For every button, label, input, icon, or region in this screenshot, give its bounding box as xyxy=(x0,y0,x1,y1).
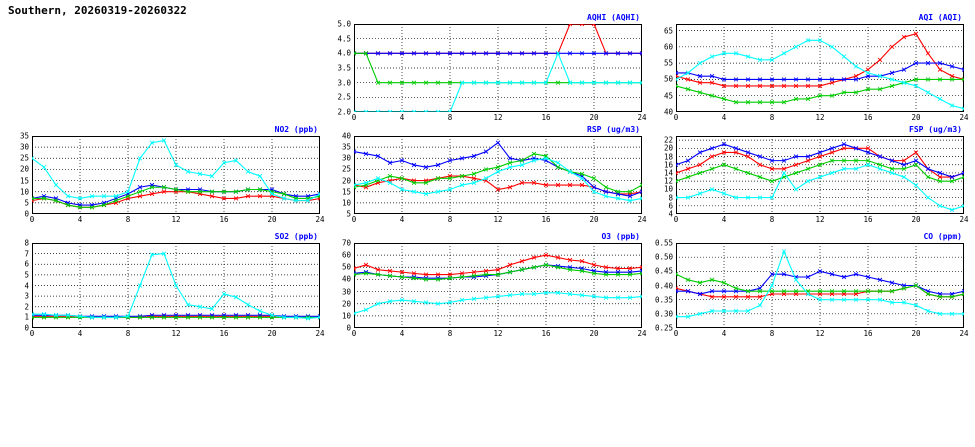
y-tick-label: 4.5 xyxy=(337,34,351,44)
x-tick-label: 0 xyxy=(351,215,357,224)
chart-panel-co xyxy=(654,232,969,338)
series-line-s2 xyxy=(676,63,964,79)
y-tick-label: 14 xyxy=(663,168,673,178)
y-tick-label: 60 xyxy=(663,42,673,52)
chart-title-o3: O3 (ppb) xyxy=(601,232,640,241)
chart-title-aqi: AQI (AQI) xyxy=(918,13,962,22)
y-tick-label: 16 xyxy=(663,160,673,170)
y-tick-label: 0.50 xyxy=(654,252,673,262)
x-tick-label: 16 xyxy=(219,215,229,224)
y-tick-label: 22 xyxy=(663,135,673,145)
y-tick-label: 6 xyxy=(24,259,29,269)
x-tick-label: 16 xyxy=(541,329,551,338)
y-tick-label: 5.0 xyxy=(337,19,351,29)
x-tick-label: 4 xyxy=(721,215,727,224)
y-tick-label: 35 xyxy=(341,142,351,152)
y-tick-label: 5 xyxy=(24,198,29,208)
x-tick-label: 0 xyxy=(673,113,679,122)
x-tick-label: 12 xyxy=(171,329,181,338)
y-tick-label: 10 xyxy=(663,184,673,194)
y-tick-label: 0.35 xyxy=(654,295,673,305)
x-tick-label: 4 xyxy=(399,113,405,122)
x-tick-label: 8 xyxy=(769,113,775,122)
x-tick-label: 4 xyxy=(77,215,83,224)
y-tick-label: 45 xyxy=(663,91,673,101)
y-tick-label: 40 xyxy=(341,274,351,284)
x-tick-label: 4 xyxy=(77,329,83,338)
chart-title-co: CO (ppm) xyxy=(923,232,962,241)
y-tick-label: 6 xyxy=(668,201,673,211)
x-tick-label: 24 xyxy=(959,215,969,224)
chart-title-aqhi: AQHI (AQHI) xyxy=(587,13,640,22)
y-tick-label: 3.5 xyxy=(337,63,351,73)
x-tick-label: 20 xyxy=(267,215,277,224)
chart-panel-no2 xyxy=(19,125,325,224)
y-tick-label: 15 xyxy=(341,187,351,197)
x-tick-label: 8 xyxy=(447,113,453,122)
x-tick-label: 4 xyxy=(399,329,405,338)
y-tick-label: 60 xyxy=(341,250,351,260)
chart-panel-o3 xyxy=(341,232,647,338)
y-tick-label: 7 xyxy=(24,249,29,259)
x-tick-label: 20 xyxy=(589,215,599,224)
x-tick-label: 12 xyxy=(493,215,503,224)
y-tick-label: 50 xyxy=(341,262,351,272)
x-tick-label: 0 xyxy=(29,215,35,224)
y-tick-label: 3 xyxy=(24,291,29,301)
y-tick-label: 2.5 xyxy=(337,92,351,102)
x-tick-label: 16 xyxy=(541,113,551,122)
chart-title-no2: NO2 (ppb) xyxy=(274,125,318,134)
y-tick-label: 18 xyxy=(663,152,673,162)
x-tick-label: 16 xyxy=(863,215,873,224)
y-tick-label: 20 xyxy=(19,164,29,174)
y-tick-label: 4 xyxy=(668,209,673,219)
x-tick-label: 24 xyxy=(637,113,647,122)
x-tick-label: 0 xyxy=(351,113,357,122)
y-tick-label: 70 xyxy=(341,238,351,248)
plot-area-o3 xyxy=(354,243,642,328)
y-tick-label: 0 xyxy=(24,323,29,333)
chart-panel-rsp xyxy=(341,125,647,224)
x-tick-label: 12 xyxy=(171,215,181,224)
y-tick-label: 65 xyxy=(663,26,673,36)
y-tick-label: 10 xyxy=(19,187,29,197)
x-tick-label: 4 xyxy=(721,329,727,338)
x-tick-label: 8 xyxy=(447,215,453,224)
y-tick-label: 40 xyxy=(663,107,673,117)
x-tick-label: 8 xyxy=(769,329,775,338)
x-tick-label: 0 xyxy=(673,329,679,338)
x-tick-label: 0 xyxy=(29,329,35,338)
x-tick-label: 12 xyxy=(493,329,503,338)
x-tick-label: 20 xyxy=(589,113,599,122)
y-tick-label: 8 xyxy=(668,193,673,203)
y-tick-label: 55 xyxy=(663,58,673,68)
x-tick-label: 24 xyxy=(315,215,325,224)
y-tick-label: 3.0 xyxy=(337,78,351,88)
chart-panel-aqhi xyxy=(337,13,647,122)
y-tick-label: 0.30 xyxy=(654,309,673,319)
plot-area-aqi xyxy=(676,24,964,112)
chart-title-rsp: RSP (ug/m3) xyxy=(587,125,640,134)
y-tick-label: 4 xyxy=(24,281,29,290)
plot-area-aqhi xyxy=(354,24,642,112)
y-tick-label: 2 xyxy=(24,302,29,312)
x-tick-label: 16 xyxy=(863,329,873,338)
chart-panel-so2 xyxy=(24,232,325,338)
y-tick-label: 5 xyxy=(346,209,351,219)
x-tick-label: 0 xyxy=(673,215,679,224)
x-tick-label: 24 xyxy=(637,215,647,224)
y-tick-label: 0.40 xyxy=(654,281,673,290)
x-tick-label: 12 xyxy=(815,215,825,224)
plot-area-fsp xyxy=(676,136,964,214)
x-tick-label: 16 xyxy=(541,215,551,224)
y-tick-label: 10 xyxy=(341,198,351,208)
y-tick-label: 2.0 xyxy=(337,107,351,117)
y-tick-label: 0 xyxy=(24,209,29,219)
y-tick-label: 0.45 xyxy=(654,266,673,276)
x-tick-label: 24 xyxy=(959,113,969,122)
x-tick-label: 24 xyxy=(315,329,325,338)
x-tick-label: 20 xyxy=(267,329,277,338)
x-tick-label: 8 xyxy=(125,215,131,224)
x-tick-label: 8 xyxy=(769,215,775,224)
y-tick-label: 15 xyxy=(19,176,29,186)
y-tick-label: 20 xyxy=(663,143,673,153)
x-tick-label: 20 xyxy=(911,215,921,224)
page-title: Southern, 20260319-20260322 xyxy=(8,4,187,17)
x-tick-label: 8 xyxy=(447,329,453,338)
x-tick-label: 12 xyxy=(815,113,825,122)
x-tick-label: 24 xyxy=(637,329,647,338)
x-tick-label: 0 xyxy=(351,329,357,338)
x-tick-label: 24 xyxy=(959,329,969,338)
y-tick-label: 0 xyxy=(346,323,351,333)
x-tick-label: 20 xyxy=(589,329,599,338)
x-tick-label: 20 xyxy=(911,329,921,338)
y-tick-label: 12 xyxy=(663,176,673,186)
y-tick-label: 0.25 xyxy=(654,323,673,333)
y-tick-label: 50 xyxy=(663,74,673,84)
y-tick-label: 20 xyxy=(341,299,351,309)
plot-area-so2 xyxy=(32,243,320,328)
chart-panel-aqi xyxy=(663,13,969,122)
y-tick-label: 20 xyxy=(341,176,351,186)
y-tick-label: 10 xyxy=(341,311,351,321)
y-tick-label: 30 xyxy=(341,287,351,297)
plot-area-no2 xyxy=(32,136,320,214)
y-tick-label: 35 xyxy=(19,131,29,141)
y-tick-label: 30 xyxy=(341,153,351,163)
x-tick-label: 12 xyxy=(493,113,503,122)
x-tick-label: 16 xyxy=(219,329,229,338)
x-tick-label: 4 xyxy=(721,113,727,122)
chart-panel-fsp xyxy=(663,125,969,224)
x-tick-label: 20 xyxy=(911,113,921,122)
x-tick-label: 12 xyxy=(815,329,825,338)
plot-area-co xyxy=(676,243,964,328)
plot-area-rsp xyxy=(354,136,642,214)
y-tick-label: 30 xyxy=(19,142,29,152)
y-tick-label: 40 xyxy=(341,131,351,141)
y-tick-label: 0.55 xyxy=(654,238,673,248)
series-line-s4 xyxy=(676,40,964,108)
chart-title-fsp: FSP (ug/m3) xyxy=(909,125,962,134)
y-tick-label: 4.0 xyxy=(337,48,351,58)
y-tick-label: 1 xyxy=(24,312,29,322)
y-tick-label: 5 xyxy=(24,270,29,280)
y-tick-label: 25 xyxy=(19,153,29,163)
y-tick-label: 25 xyxy=(341,164,351,174)
x-tick-label: 16 xyxy=(863,113,873,122)
x-tick-label: 8 xyxy=(125,329,131,338)
y-tick-label: 8 xyxy=(24,238,29,248)
chart-title-so2: SO2 (ppb) xyxy=(274,232,318,241)
x-tick-label: 4 xyxy=(399,215,405,224)
